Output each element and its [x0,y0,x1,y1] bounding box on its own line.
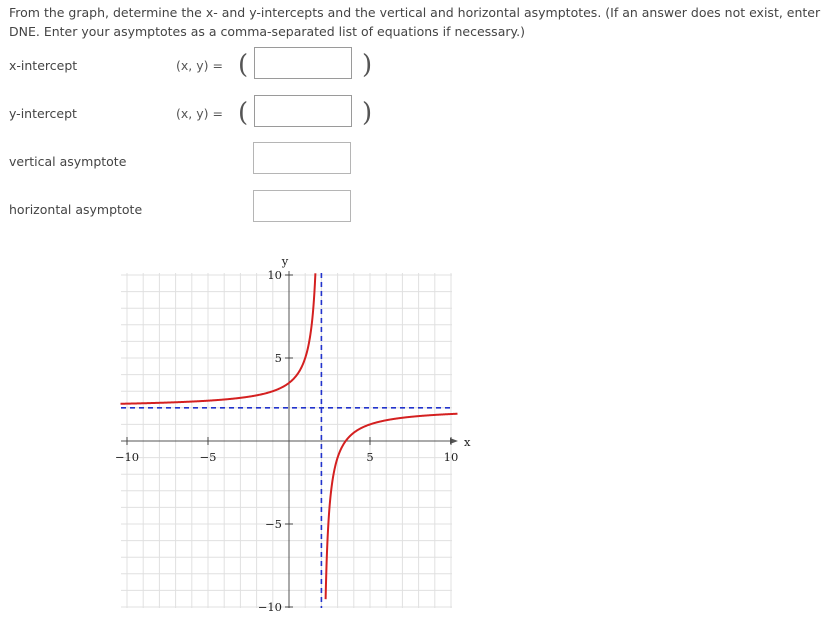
x-tick-label: 10 [443,450,459,464]
y-intercept-open-paren: ( [238,98,249,128]
curve-left-branch [121,273,316,404]
question-instructions: From the graph, determine the x- and y-intercepts and the vertical and horizontal asymptotes. (If an answer does not exist, enter DNE. Enter your asymptotes as a comma-separated list of equations if necessary.) [9,5,821,39]
x-intercept-label: x-intercept [9,58,78,73]
y-intercept-xy-prefix: (x, y) = [176,106,223,121]
x-tick-label: −10 [114,450,140,464]
vertical-asymptote-label: vertical asymptote [9,154,127,169]
y-tick-label: 5 [274,351,282,365]
horizontal-asymptote-label: horizontal asymptote [9,202,143,217]
y-tick-label: −5 [265,517,282,531]
y-tick-label: −10 [257,600,282,614]
x-intercept-xy-prefix: (x, y) = [176,58,223,73]
x-tick-label: −5 [199,450,217,464]
curve-right-branch [326,414,458,599]
y-tick-label: 10 [267,268,282,282]
x-intercept-open-paren: ( [238,50,249,80]
x-intercept-close-paren: ) [362,50,373,80]
x-axis-label: x [464,435,471,449]
y-intercept-label: y-intercept [9,106,77,121]
y-intercept-close-paren: ) [362,98,373,128]
y-axis-label: y [281,254,289,268]
x-tick-label: 5 [366,450,374,464]
